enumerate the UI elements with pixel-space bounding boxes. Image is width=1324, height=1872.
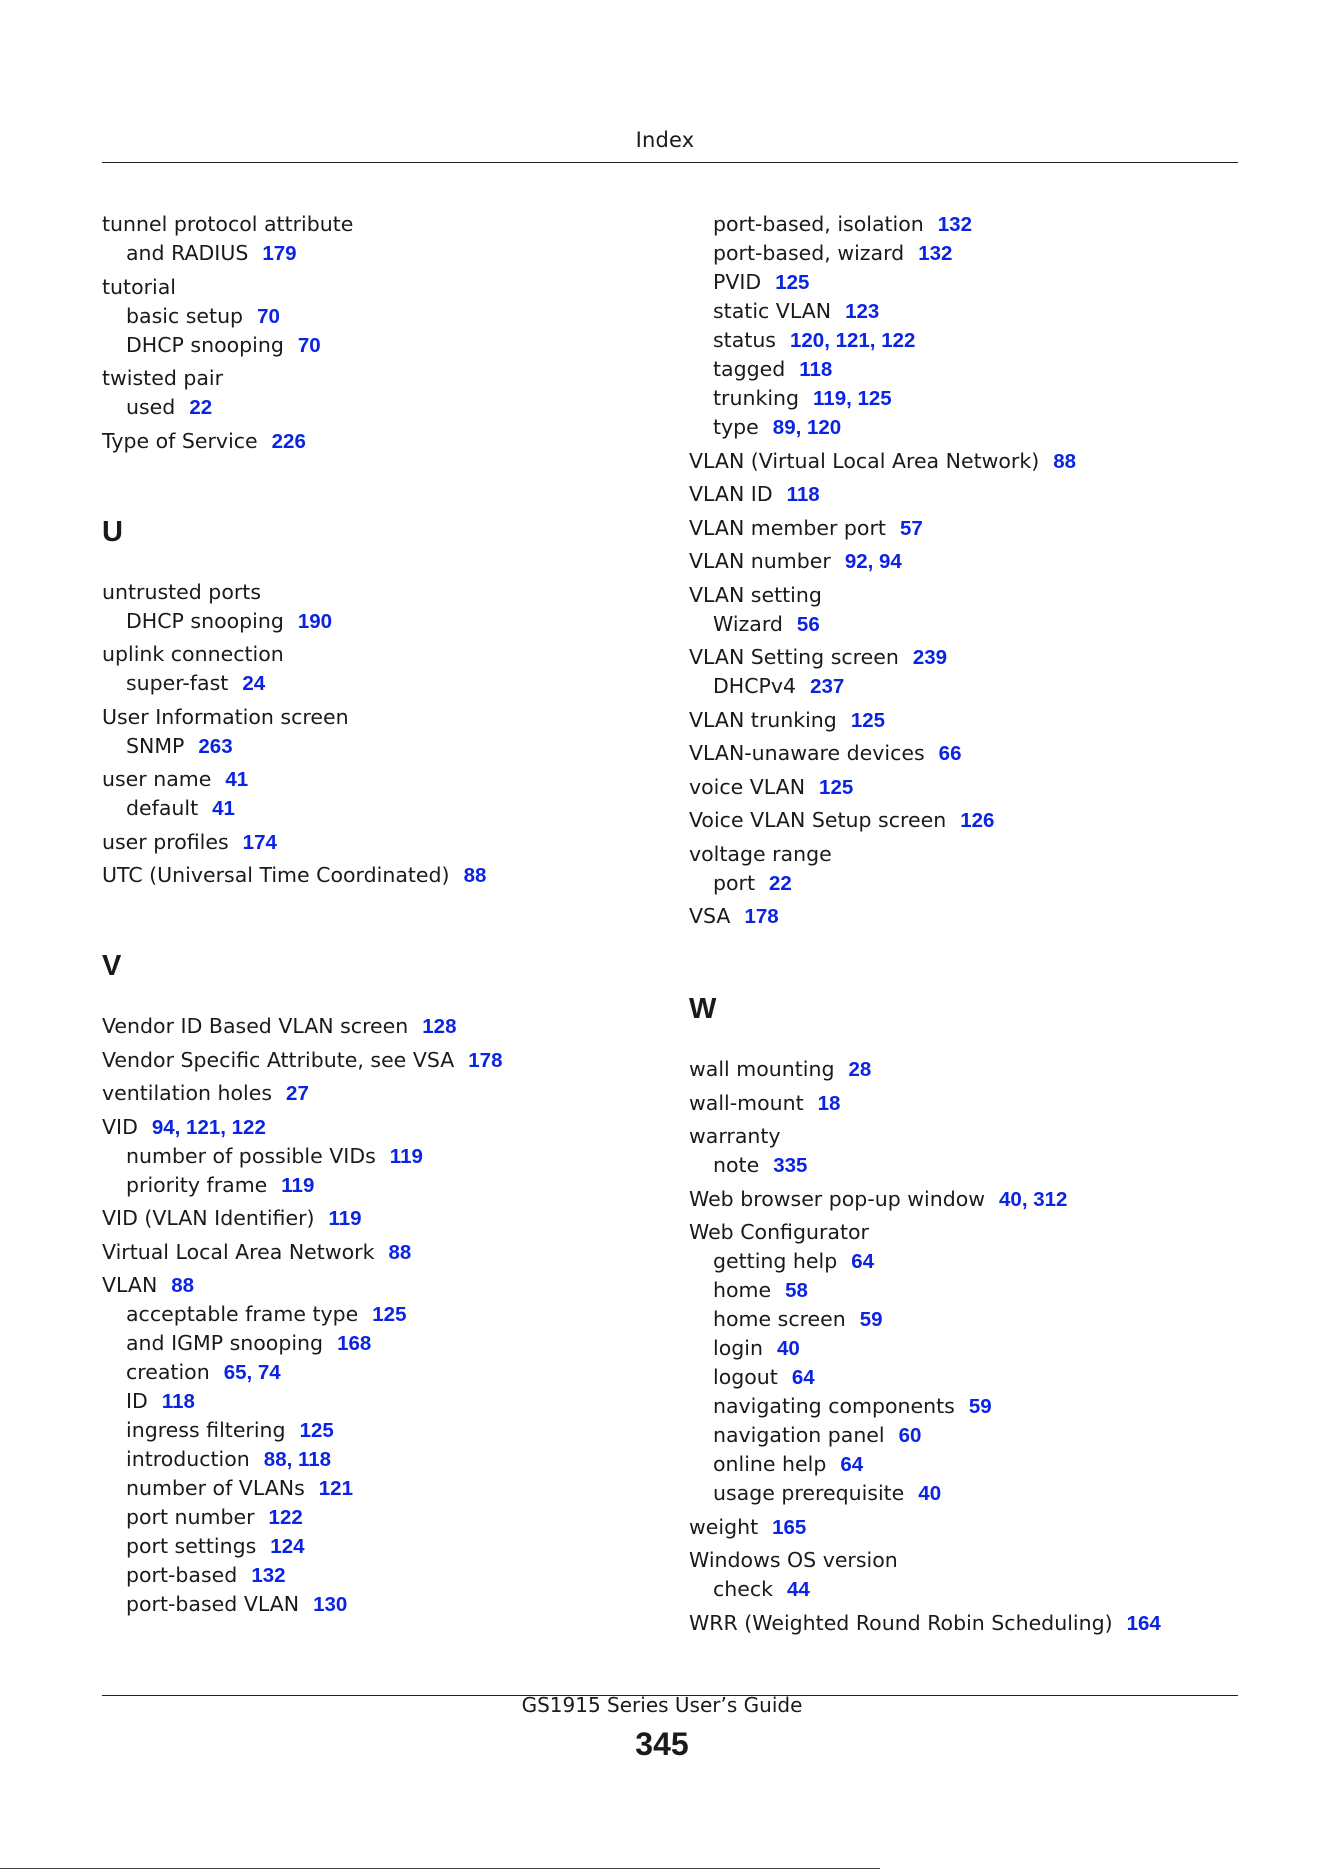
index-term: wall-mount: [689, 1090, 804, 1115]
index-term: static VLAN: [713, 299, 832, 323]
page-reference-link[interactable]: 239: [912, 646, 948, 669]
index-term: VSA: [689, 904, 731, 928]
index-entry: [689, 806, 1249, 835]
index-term: VLAN-unaware devices: [689, 741, 925, 765]
index-subentry: [102, 1387, 662, 1416]
index-term: ID: [126, 1389, 148, 1413]
index-term: Web Configurator: [689, 1220, 869, 1244]
index-subentry: [689, 1575, 1249, 1604]
index-term: voltage range: [689, 841, 832, 866]
page-reference-link[interactable]: 125: [372, 1303, 407, 1326]
index-term: VLAN ID: [689, 482, 773, 506]
index-subentry: [102, 1329, 662, 1358]
index-column-right: [689, 210, 1249, 1638]
page-reference-link[interactable]: 64: [840, 1453, 864, 1476]
index-term: Virtual Local Area Network: [102, 1239, 375, 1264]
index-subentry: [689, 1151, 1249, 1180]
index-subentry: [102, 1474, 662, 1503]
index-term: VLAN Setting screen: [689, 645, 899, 669]
index-term: navigation panel: [713, 1423, 885, 1447]
index-subentry: [102, 302, 662, 331]
page-reference-link[interactable]: 41: [212, 797, 235, 820]
index-entry: [689, 581, 1249, 610]
index-subentry: [689, 239, 1249, 268]
index-entry: [689, 1122, 1249, 1151]
section-spacer: [102, 550, 662, 578]
index-term: Type of Service: [102, 428, 258, 453]
index-entry: [102, 1046, 662, 1075]
section-letter: W: [689, 993, 717, 1025]
index-subentry: [689, 1305, 1249, 1334]
index-term: SNMP: [126, 733, 185, 758]
index-entry: [689, 1185, 1249, 1214]
page-reference-link[interactable]: 130: [313, 1593, 348, 1616]
index-term: port settings: [126, 1534, 257, 1558]
index-subentry: [102, 1445, 662, 1474]
index-term: DHCP snooping: [126, 332, 284, 357]
page-reference-link[interactable]: 190: [297, 609, 333, 633]
index-term: check: [713, 1577, 774, 1601]
index-term: introduction: [126, 1447, 250, 1471]
index-subentry: [689, 1392, 1249, 1421]
index-term: basic setup: [126, 303, 244, 328]
index-entry: [689, 643, 1249, 672]
page-reference-link[interactable]: 88: [171, 1274, 195, 1297]
index-entry: [102, 765, 662, 794]
index-subentry: [689, 1276, 1249, 1305]
page-reference-link[interactable]: 40: [918, 1482, 942, 1505]
index-subentry: [102, 1416, 662, 1445]
page-reference-link[interactable]: 41: [225, 768, 249, 791]
index-subentry: [689, 610, 1249, 639]
index-term: number of VLANs: [126, 1476, 305, 1500]
page-reference-link[interactable]: 64: [791, 1366, 815, 1389]
index-subentry: [689, 384, 1249, 413]
page-reference-link[interactable]: 119: [389, 1144, 423, 1168]
page-reference-link[interactable]: 132: [251, 1564, 286, 1587]
index-term: port-based, isolation: [713, 212, 924, 236]
index-subentry: [102, 1503, 662, 1532]
index-entry: [102, 273, 662, 302]
index-term: home screen: [713, 1307, 846, 1331]
index-term: tutorial: [102, 274, 176, 299]
index-subentry: [689, 355, 1249, 384]
index-term: PVID: [713, 270, 762, 294]
index-entry: [102, 861, 662, 890]
index-term: VID: [102, 1114, 138, 1139]
index-entry: [689, 1609, 1249, 1638]
index-term: used: [126, 395, 176, 419]
page-reference-link[interactable]: 44: [787, 1578, 810, 1601]
index-entry: [689, 1089, 1249, 1118]
index-subentry: [102, 607, 662, 636]
index-term: and IGMP snooping: [126, 1331, 324, 1355]
index-entry: [102, 1238, 662, 1267]
page-reference-link[interactable]: 118: [161, 1390, 195, 1413]
page-reference-link[interactable]: 57: [899, 516, 923, 540]
section-letter: V: [102, 950, 122, 982]
page-reference-link[interactable]: 126: [960, 809, 995, 832]
index-subentry: [102, 331, 662, 360]
index-subentry: [102, 239, 662, 268]
index-entry: [102, 364, 662, 393]
index-entry: [689, 514, 1249, 543]
index-subentry: [689, 297, 1249, 326]
index-term: VLAN member port: [689, 515, 886, 540]
index-term: VLAN setting: [689, 582, 822, 607]
index-term: port-based: [126, 1563, 238, 1587]
page-reference-link[interactable]: 132: [918, 242, 953, 265]
page-reference-link[interactable]: 58: [785, 1279, 808, 1302]
page-reference-link[interactable]: 24: [242, 672, 266, 695]
index-entry: [689, 840, 1249, 869]
index-term: usage prerequisite: [713, 1481, 905, 1505]
index-entry: [689, 1218, 1249, 1247]
index-column-left: [102, 210, 662, 1619]
index-subentry: [102, 1142, 662, 1171]
scan-edge-line: [0, 1868, 880, 1869]
page-reference-link[interactable]: 237: [810, 675, 845, 698]
index-term: twisted pair: [102, 366, 224, 390]
index-subentry: [102, 732, 662, 761]
page-reference-link[interactable]: 179: [262, 242, 297, 265]
page-reference-link[interactable]: 125: [819, 775, 854, 799]
page-reference-link[interactable]: 70: [257, 304, 280, 328]
index-subentry: [689, 268, 1249, 297]
index-subentry: [102, 1561, 662, 1590]
index-entry: [102, 1012, 662, 1041]
index-subentry: [689, 326, 1249, 355]
page-reference-link[interactable]: 121: [318, 1477, 353, 1500]
index-term: weight: [689, 1514, 759, 1539]
page-reference-link[interactable]: 92, 94: [844, 550, 902, 573]
index-entry: [102, 578, 662, 607]
page-reference-link[interactable]: 125: [299, 1419, 334, 1442]
index-term: warranty: [689, 1124, 781, 1148]
page-reference-link[interactable]: 164: [1126, 1611, 1161, 1635]
section-letter: U: [102, 515, 123, 548]
page-reference-link[interactable]: 94, 121, 122: [151, 1115, 266, 1139]
index-subentry: [689, 1450, 1249, 1479]
page-reference-link[interactable]: 70: [297, 333, 321, 357]
index-entry: [689, 447, 1249, 476]
index-subentry: [689, 210, 1249, 239]
page-reference-link[interactable]: 88: [1053, 449, 1077, 473]
index-subentry: [689, 1247, 1249, 1276]
index-term: untrusted ports: [102, 579, 262, 604]
index-entry: [102, 1271, 662, 1300]
page-reference-link[interactable]: 119: [328, 1207, 362, 1230]
page-reference-link[interactable]: 27: [286, 1082, 309, 1105]
index-term: Web browser pop-up window: [689, 1186, 986, 1211]
page-reference-link[interactable]: 263: [198, 734, 233, 758]
index-term: port-based VLAN: [126, 1592, 300, 1616]
index-entry: [689, 1055, 1249, 1084]
index-term: home: [713, 1278, 772, 1302]
index-term: user name: [102, 767, 212, 791]
index-term: wall mounting: [689, 1057, 835, 1081]
index-term: Vendor ID Based VLAN screen: [102, 1014, 409, 1038]
page-reference-link[interactable]: 89, 120: [772, 416, 842, 439]
index-term: ingress filtering: [126, 1418, 286, 1442]
index-entry: [689, 739, 1249, 768]
page-reference-link[interactable]: 119: [281, 1173, 315, 1197]
footer-guide-title: GS1915 Series User’s Guide: [521, 1693, 803, 1717]
page-reference-link[interactable]: 64: [851, 1250, 875, 1273]
page-number: 345: [635, 1726, 689, 1762]
index-term: acceptable frame type: [126, 1302, 359, 1326]
page-reference-link[interactable]: 132: [937, 213, 972, 236]
page-reference-link[interactable]: 125: [775, 271, 810, 294]
index-term: creation: [126, 1360, 210, 1384]
page-reference-link[interactable]: 22: [769, 871, 792, 895]
index-subentry: [102, 1532, 662, 1561]
page-reference-link[interactable]: 56: [796, 612, 820, 636]
index-term: logout: [713, 1365, 778, 1389]
index-term: port-based, wizard: [713, 241, 905, 265]
page-reference-link[interactable]: 22: [189, 396, 213, 419]
page-reference-link[interactable]: 168: [337, 1332, 372, 1355]
index-entry: [689, 773, 1249, 802]
page-footer: [0, 1693, 1324, 1717]
page-reference-link[interactable]: 123: [845, 300, 880, 323]
index-term: priority frame: [126, 1172, 268, 1197]
index-subentry: [689, 413, 1249, 442]
index-subentry: [689, 1479, 1249, 1508]
index-term: and RADIUS: [126, 241, 249, 265]
page-reference-link[interactable]: 40, 312: [999, 1187, 1068, 1211]
page-reference-link[interactable]: 124: [270, 1535, 305, 1558]
index-term: User Information screen: [102, 704, 349, 729]
index-entry: [102, 1113, 662, 1142]
index-entry: [102, 427, 662, 456]
index-entry: [689, 1513, 1249, 1542]
page-reference-link[interactable]: 226: [271, 429, 306, 453]
index-term: note: [713, 1153, 760, 1177]
page-reference-link[interactable]: 88, 118: [263, 1448, 332, 1471]
index-term: port: [713, 870, 756, 895]
index-entry: [102, 703, 662, 732]
index-subentry: [102, 1171, 662, 1200]
index-entry: [102, 210, 662, 239]
index-term: Windows OS version: [689, 1548, 898, 1572]
index-subentry: [689, 869, 1249, 898]
index-term: tunnel protocol attribute: [102, 212, 354, 236]
index-term: VLAN number: [689, 549, 831, 573]
page-reference-link[interactable]: 120, 121, 122: [790, 329, 916, 352]
page-reference-link[interactable]: 65, 74: [223, 1361, 281, 1384]
page-reference-link[interactable]: 125: [850, 708, 886, 732]
index-term: number of possible VIDs: [126, 1143, 376, 1168]
index-term: DHCP snooping: [126, 608, 284, 633]
index-term: tagged: [713, 357, 786, 381]
index-entry: [102, 828, 662, 857]
index-subentry: [689, 1363, 1249, 1392]
index-term: ventilation holes: [102, 1081, 273, 1105]
page-reference-link[interactable]: 174: [242, 830, 277, 854]
index-subentry: [102, 794, 662, 823]
page-reference-link[interactable]: 28: [848, 1058, 872, 1081]
index-entry: [102, 640, 662, 669]
index-term: VLAN (Virtual Local Area Network): [689, 448, 1040, 473]
section-spacer: [689, 1027, 1249, 1055]
index-term: type: [713, 415, 759, 439]
page-reference-link[interactable]: 118: [799, 358, 833, 381]
section-spacer: [102, 984, 662, 1012]
index-term: trunking: [713, 386, 800, 410]
index-term: user profiles: [102, 829, 229, 854]
section-spacer: [689, 931, 1249, 991]
page-reference-link[interactable]: 128: [422, 1015, 457, 1038]
page-reference-link[interactable]: 335: [773, 1154, 808, 1177]
index-term: VID (VLAN Identifier): [102, 1206, 315, 1230]
page-reference-link[interactable]: 122: [268, 1506, 303, 1529]
index-subentry: [102, 1590, 662, 1619]
page-reference-link[interactable]: 88: [463, 864, 487, 887]
header-rule: [102, 162, 1238, 163]
index-term: Wizard: [713, 611, 783, 636]
page-reference-link[interactable]: 119, 125: [813, 387, 892, 410]
page-reference-link[interactable]: 59: [968, 1395, 992, 1418]
section-spacer: [102, 890, 662, 948]
page-reference-link[interactable]: 18: [817, 1091, 841, 1115]
index-term: voice VLAN: [689, 774, 806, 799]
index-entry: [102, 1079, 662, 1108]
index-term: Vendor Specific Attribute, see VSA: [102, 1047, 455, 1072]
index-term: getting help: [713, 1249, 838, 1273]
page-reference-link[interactable]: 60: [898, 1424, 922, 1447]
index-entry: [689, 480, 1249, 509]
index-entry: [689, 902, 1249, 931]
index-term: super-fast: [126, 671, 229, 695]
index-entry: [689, 547, 1249, 576]
index-term: Voice VLAN Setup screen: [689, 808, 947, 832]
index-entry: [689, 706, 1249, 735]
index-entry: [689, 1546, 1249, 1575]
index-term: port number: [126, 1505, 255, 1529]
index-subentry: [689, 672, 1249, 701]
page-reference-link[interactable]: 66: [938, 742, 962, 765]
index-subentry: [102, 669, 662, 698]
page-reference-link[interactable]: 88: [388, 1240, 412, 1264]
page-reference-link[interactable]: 118: [786, 483, 820, 506]
page-header: [0, 128, 1324, 152]
index-subentry: [102, 393, 662, 422]
index-subentry: [689, 1334, 1249, 1363]
index-term: login: [713, 1336, 763, 1360]
page-reference-link[interactable]: 178: [468, 1048, 503, 1072]
page-reference-link[interactable]: 178: [744, 905, 779, 928]
index-term: VLAN trunking: [689, 707, 837, 732]
index-term: WRR (Weighted Round Robin Scheduling): [689, 1610, 1113, 1635]
index-term: VLAN: [102, 1273, 158, 1297]
index-entry: [102, 1204, 662, 1233]
index-subentry: [102, 1358, 662, 1387]
page-reference-link[interactable]: 59: [859, 1308, 883, 1331]
index-term: UTC (Universal Time Coordinated): [102, 863, 450, 887]
index-term: DHCPv4: [713, 674, 797, 698]
index-term: default: [126, 796, 199, 820]
section-spacer: [102, 456, 662, 514]
index-term: online help: [713, 1452, 827, 1476]
index-subentry: [689, 1421, 1249, 1450]
page-reference-link[interactable]: 165: [772, 1515, 807, 1539]
index-term: uplink connection: [102, 642, 284, 666]
index-term: status: [713, 328, 776, 352]
header-title: Index: [635, 128, 695, 152]
index-term: navigating components: [713, 1394, 955, 1418]
index-subentry: [102, 1300, 662, 1329]
page-reference-link[interactable]: 40: [776, 1337, 800, 1360]
